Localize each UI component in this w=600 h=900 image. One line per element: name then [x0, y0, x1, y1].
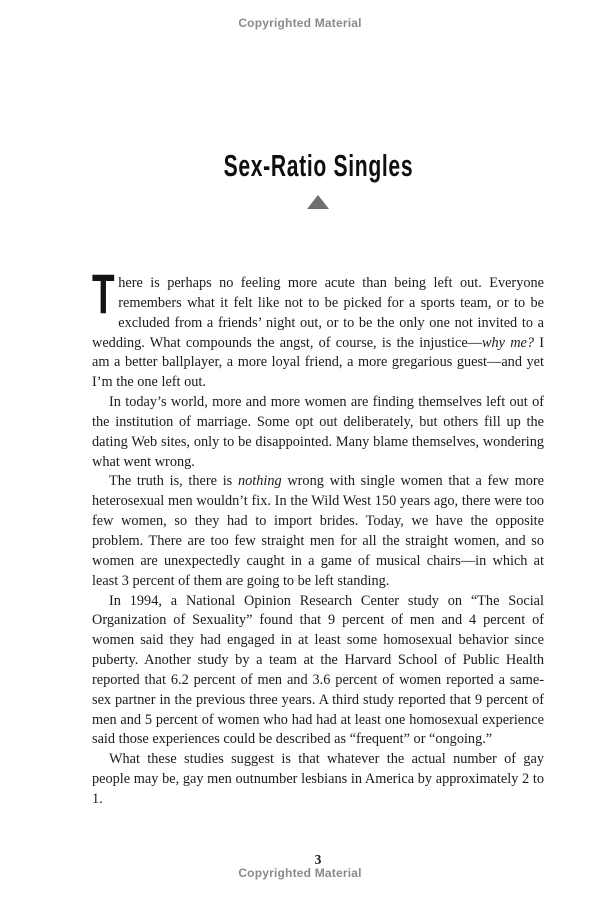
text-segment: In 1994, a National Opinion Research Center study on “The Social Organization of Sexuality” found that 9 percent of men and 4 percent of women said they had engaged in at least some homosexual behavior since puberty. Another study by a team at the Harvard School of Public Health reported that 6.2 percent of men and 3.6 percent of women reported a same-sex partner in the previous three years. A third study reported that 9 percent of men and 5 percent of women who had had at least one homosexual experience said those experiences could be described as “frequent” or “ongoing.” [92, 592, 544, 748]
text-segment: wrong with single women that a few more heterosexual men wouldn’t fix. In the Wild West 150 years ago, there were too few women, so they had to import brides. Today, we have the opposite problem. There are too few straight men for all the straight women, and so women are unexpectedly caught in a game of musical chairs—in which at least 3 percent of them are going to be left standing. [92, 473, 545, 589]
text-segment: What these studies suggest is that whatever the actual number of gay people may be, gay men outnumber lesbians in America by approximately 2 to 1. [92, 751, 544, 807]
drop-cap: T [92, 262, 115, 325]
triangle-ornament-icon [307, 195, 329, 209]
paragraph [92, 592, 544, 751]
emphasized-text: nothing [237, 473, 282, 490]
page-number: 3 [314, 852, 322, 867]
chapter-title [92, 150, 544, 181]
ornament-row [92, 195, 544, 209]
emphasized-text: why me? [481, 334, 535, 351]
text-segment: The truth is, there is [109, 473, 238, 490]
text-segment: I am a better ballplayer, a more loyal friend, a more gregarious guest—and yet I’m the one left out. [92, 334, 544, 391]
text-segment: In today’s world, more and more women are finding themselves left out of the institution of marriage. Some opt out deliberately, but others fill up the dating Web sites, only to be disappointed. Many blame themselves, wondering what went wrong. [92, 394, 544, 470]
paragraph [92, 393, 544, 472]
copyright-watermark-top: Copyrighted Material [238, 16, 362, 30]
chapter-title-text: Sex-Ratio Singles [223, 148, 413, 183]
text-segment: here is perhaps no feeling more acute than being left out. Everyone remembers what it felt like not to be picked for a sports team, or to be excluded from a friends’ night out, or to be the only one not invited to a wedding. What compounds the angst, of course, is the injustice— [92, 275, 544, 351]
body-text [92, 262, 545, 810]
paragraph [92, 750, 544, 810]
copyright-watermark-bottom: Copyrighted Material [238, 866, 362, 880]
paragraph [92, 262, 544, 393]
paragraph [92, 472, 544, 591]
